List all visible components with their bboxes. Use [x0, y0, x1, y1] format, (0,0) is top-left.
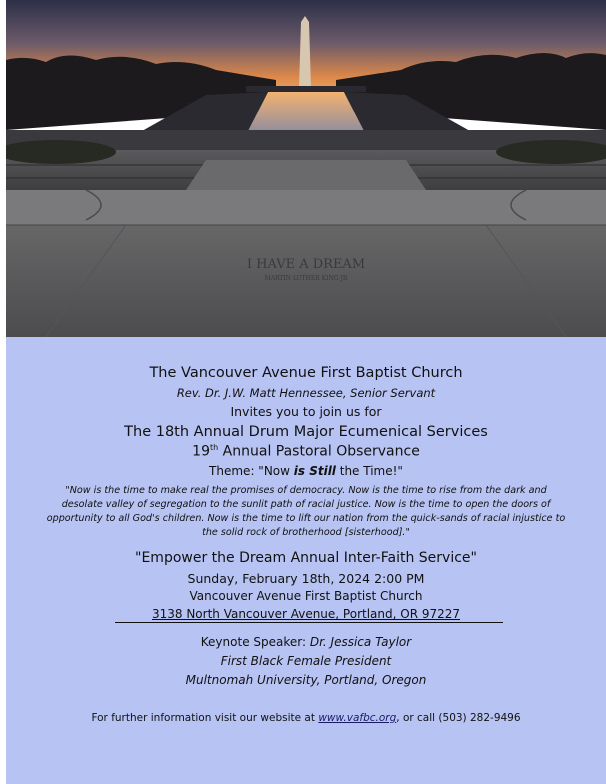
- theme-suffix: the Time!": [335, 464, 403, 478]
- theme-emphasis: is Still: [293, 464, 336, 478]
- keynote-name: Dr. Jessica Taylor: [309, 635, 412, 649]
- invite-line: Invites you to join us for: [230, 404, 382, 419]
- service-title: "Empower the Dream Annual Inter-Faith Service": [135, 550, 477, 566]
- services-title: The 18th Annual Drum Major Ecumenical Services: [124, 424, 488, 440]
- church-name: The Vancouver Avenue First Baptist Church: [149, 365, 463, 381]
- observance-title: [6, 443, 606, 460]
- invitation-panel: [6, 337, 606, 784]
- observance-rest: Annual Pastoral Observance: [218, 443, 420, 460]
- address-text: 3138 North Vancouver Avenue, Portland, OR 97227: [151, 607, 461, 621]
- lincoln-memorial-steps-photo-icon: [6, 0, 606, 337]
- observance-ordinal: th: [210, 443, 219, 452]
- keynote-speaker: [6, 635, 606, 649]
- inscription-text: I HAVE A DREAM: [246, 257, 366, 272]
- observance-number: 19: [192, 443, 210, 460]
- keynote-label: Keynote Speaker:: [200, 635, 310, 649]
- venue-address: [6, 607, 606, 621]
- address-underline: [115, 622, 503, 623]
- keynote-title-2: Multnomah University, Portland, Oregon: [185, 673, 427, 687]
- mlk-quote: "Now is the time to make real the promises of democracy. Now is the time to rise from the dark and desolate valley of segregation to the sunlit path of racial justice. Now is the time to open the doors of opportunity to all God's children. Now is the time to lift our nation from the quick-sands of racial injustice to the solid rock of brotherhood [sisterhood].": [46, 485, 566, 538]
- service-datetime: Sunday, February 18th, 2024 2:00 PM: [187, 571, 425, 586]
- keynote-title-1: First Black Female President: [220, 654, 392, 668]
- info-suffix: , or call (503) 282-9496: [396, 712, 521, 724]
- theme-prefix: Theme: "Now: [209, 464, 294, 478]
- website-link[interactable]: www.vafbc.org: [318, 712, 397, 724]
- contact-info: [6, 712, 606, 724]
- inscription-sub-text: MARTIN LUTHER KING JR: [264, 275, 348, 282]
- theme-line: [6, 464, 606, 478]
- pastor-name: Rev. Dr. J.W. Matt Hennessee, Senior Servant: [176, 386, 436, 400]
- info-prefix: For further information visit our website at: [91, 712, 319, 724]
- header-photo: [6, 0, 606, 337]
- venue-name: Vancouver Avenue First Baptist Church: [189, 589, 423, 603]
